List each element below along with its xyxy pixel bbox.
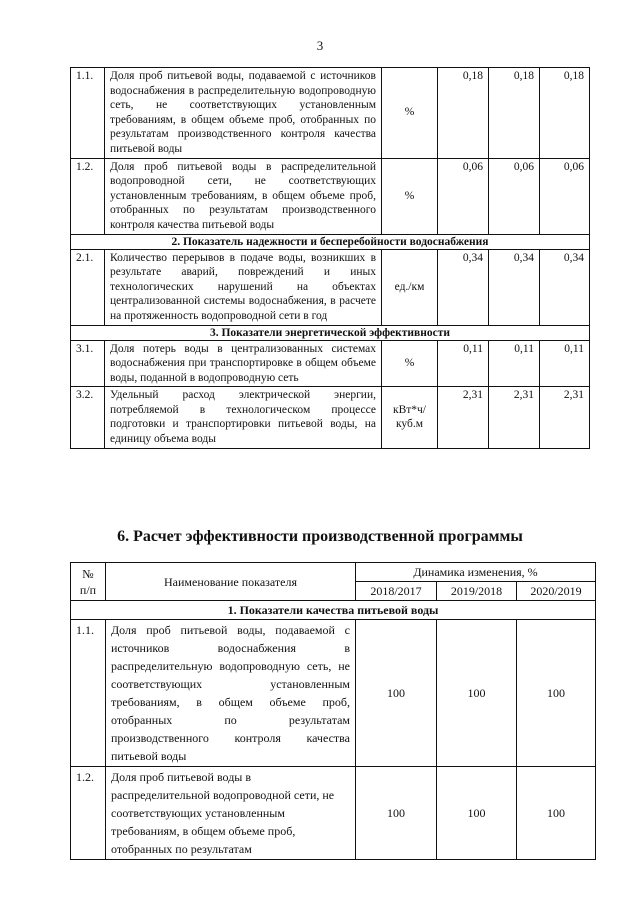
row-number: 3.1. xyxy=(71,340,105,387)
row-value: 0,34 xyxy=(540,249,590,325)
header-name: Наименование показателя xyxy=(106,563,356,601)
row-unit: ед./км xyxy=(382,249,438,325)
table-row xyxy=(71,158,590,234)
row-value: 0,11 xyxy=(540,340,590,387)
table-row xyxy=(71,767,596,860)
page-number: 3 xyxy=(316,38,324,53)
table-row xyxy=(71,68,590,159)
row-number: 1.1. xyxy=(71,68,105,159)
table-row xyxy=(71,340,590,387)
row-number: 3.2. xyxy=(71,387,105,448)
row-value: 100 xyxy=(437,767,517,860)
section-row xyxy=(71,325,590,340)
row-value: 0,18 xyxy=(489,68,540,159)
row-name: Доля потерь воды в централизованных системах водоснабжения при транспортировке в общем объеме воды, поданной в водопроводную сеть xyxy=(105,340,382,387)
row-unit: % xyxy=(382,68,438,159)
row-number: 2.1. xyxy=(71,249,105,325)
section-row: 1. Показатели качества питьевой воды xyxy=(71,601,596,620)
row-unit: кВт*ч/ куб.м xyxy=(382,387,438,448)
section-heading: 6. Расчет эффективности производственной программы xyxy=(117,528,523,545)
row-value: 0,11 xyxy=(438,340,489,387)
section-title: 2. Показатель надежности и бесперебойности водоснабжения xyxy=(71,234,590,249)
header-period: 2018/2017 xyxy=(356,582,437,601)
row-name: Доля проб питьевой воды, подаваемой с источников водоснабжения в распределительную водопроводную сеть, не соответствующих установленным требованиям, в общем объеме проб, отобранных по результатам производственного контроля качества питьевой воды xyxy=(105,68,382,159)
table-row xyxy=(71,249,590,325)
row-name: Удельный расход электрической энергии, потребляемой в технологическом процессе подготовки и транспортировки питьевой воды, на единицу объема воды xyxy=(105,387,382,448)
row-value: 100 xyxy=(356,620,437,767)
row-number: 1.2. xyxy=(71,767,106,860)
row-value: 0,06 xyxy=(438,158,489,234)
row-value: 100 xyxy=(356,767,437,860)
table-row xyxy=(71,620,596,767)
row-name: Доля проб питьевой воды в распределительной водопроводной сети, не соответствующих установленным требованиям, в общем объеме проб, отобранных по результатам xyxy=(106,767,356,860)
table-row xyxy=(71,387,590,448)
row-name: Количество перерывов в подаче воды, возникших в результате аварий, повреждений и иных технологических нарушений на объектах централизованной системы водоснабжения, в расчете на протяженность водопроводной сети в год xyxy=(105,249,382,325)
row-name: Доля проб питьевой воды в распределительной водопроводной сети, не соответствующих установленным требованиям, в общем объеме проб, отобранных по результатам производственного контроля качества питьевой воды xyxy=(105,158,382,234)
header-period: 2019/2018 xyxy=(437,582,517,601)
header-num: № п/п xyxy=(71,563,106,601)
indicators-table xyxy=(70,67,590,449)
row-number: 1.1. xyxy=(71,620,106,767)
row-value: 0,34 xyxy=(438,249,489,325)
row-value: 0,06 xyxy=(489,158,540,234)
efficiency-table xyxy=(70,562,596,860)
header-period: 2020/2019 xyxy=(517,582,596,601)
row-unit: % xyxy=(382,340,438,387)
row-value: 100 xyxy=(517,767,596,860)
row-number: 1.2. xyxy=(71,158,105,234)
row-value: 0,34 xyxy=(489,249,540,325)
row-value: 0,06 xyxy=(540,158,590,234)
row-value: 0,11 xyxy=(489,340,540,387)
row-value: 0,18 xyxy=(438,68,489,159)
row-value: 2,31 xyxy=(489,387,540,448)
section-title: 3. Показатели энергетической эффективности xyxy=(71,325,590,340)
header-dynamics: Динамика изменения, % xyxy=(356,563,596,582)
row-unit: % xyxy=(382,158,438,234)
section-row xyxy=(71,234,590,249)
row-value: 100 xyxy=(437,620,517,767)
row-name: Доля проб питьевой воды, подаваемой с источников водоснабжения в распределительную водопроводную сеть, не соответствующих установленным требованиям, в общем объеме проб, отобранных по результатам производственного контроля качества питьевой воды xyxy=(106,620,356,767)
row-value: 100 xyxy=(517,620,596,767)
row-value: 0,18 xyxy=(540,68,590,159)
row-value: 2,31 xyxy=(540,387,590,448)
row-value: 2,31 xyxy=(438,387,489,448)
